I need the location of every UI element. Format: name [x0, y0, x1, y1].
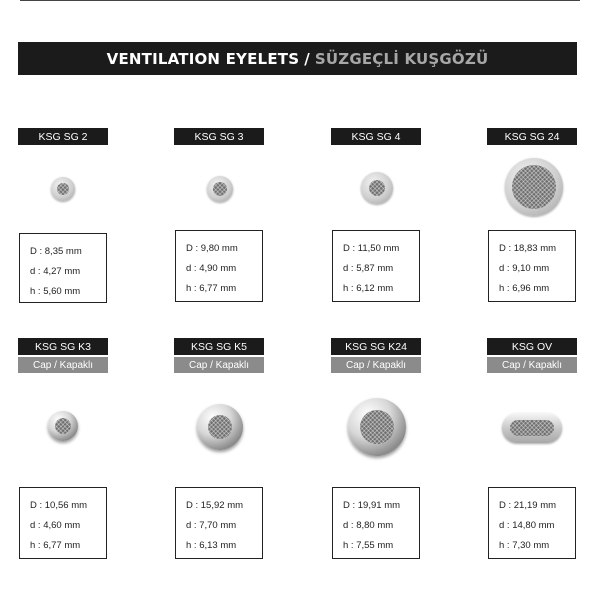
dim-outer-diameter: D : 8,35 mm: [30, 246, 82, 257]
dim-height: h : 7,55 mm: [343, 540, 394, 551]
product-card-ksg-sg-2: [18, 128, 108, 145]
dim-height: h : 6,13 mm: [186, 540, 237, 551]
eyelet-image-ksg-sg-2: [51, 177, 75, 201]
cap-label: Cap / Kapaklı: [18, 357, 108, 373]
product-card-ksg-sg-k5: [174, 338, 264, 373]
product-card-ksg-sg-3: [174, 128, 264, 145]
mesh-icon: [512, 165, 556, 209]
dim-outer-diameter: D : 21,19 mm: [499, 500, 557, 511]
eyelet-image-ksg-sg-24: [505, 158, 563, 216]
dim-inner-diameter: d : 14,80 mm: [499, 520, 555, 531]
mesh-icon: [510, 420, 554, 436]
dim-height: h : 6,96 mm: [499, 283, 550, 294]
dim-height: h : 5,60 mm: [30, 286, 81, 297]
banner-separator: /: [304, 49, 310, 68]
eyelet-image-ksg-sg-3: [207, 176, 233, 202]
page-banner: [18, 42, 577, 75]
banner-title-en: VENTILATION EYELETS: [106, 49, 300, 68]
eyelet-image-ksg-ov: [502, 413, 562, 443]
dim-inner-diameter: d : 8,80 mm: [343, 520, 394, 531]
banner-title-tr: SÜZGEÇLİ KUŞGÖZÜ: [314, 49, 489, 68]
cap-label: Cap / Kapaklı: [487, 357, 577, 373]
top-divider: [20, 0, 580, 1]
dim-height: h : 7,30 mm: [499, 540, 550, 551]
eyelet-image-ksg-sg-4: [361, 172, 393, 204]
mesh-icon: [57, 183, 69, 195]
cap-label: Cap / Kapaklı: [174, 357, 264, 373]
product-code: KSG SG 3: [174, 128, 264, 145]
eyelet-image-ksg-sg-k5: [197, 404, 243, 450]
dim-inner-diameter: d : 4,27 mm: [30, 266, 81, 277]
dimensions-box-ksg-sg-2: [19, 233, 107, 303]
mesh-icon: [55, 418, 71, 434]
product-card-ksg-sg-k3: [18, 338, 108, 373]
product-code: KSG OV: [487, 338, 577, 355]
dim-outer-diameter: D : 15,92 mm: [186, 500, 244, 511]
dimensions-box-ksg-ov: [488, 487, 576, 559]
mesh-icon: [208, 415, 232, 439]
dim-outer-diameter: D : 19,91 mm: [343, 500, 401, 511]
eyelet-image-ksg-sg-k24: [348, 398, 406, 456]
product-card-ksg-ov: [487, 338, 577, 373]
dim-inner-diameter: d : 4,90 mm: [186, 263, 237, 274]
dim-inner-diameter: d : 7,70 mm: [186, 520, 237, 531]
dimensions-box-ksg-sg-24: [488, 230, 576, 302]
product-card-ksg-sg-24: [487, 128, 577, 145]
product-code: KSG SG 2: [18, 128, 108, 145]
dim-outer-diameter: D : 18,83 mm: [499, 243, 557, 254]
product-card-ksg-sg-4: [331, 128, 421, 145]
product-code: KSG SG K5: [174, 338, 264, 355]
mesh-icon: [213, 182, 227, 196]
dim-inner-diameter: d : 4,60 mm: [30, 520, 81, 531]
cap-label: Cap / Kapaklı: [331, 357, 421, 373]
dim-height: h : 6,12 mm: [343, 283, 394, 294]
dimensions-box-ksg-sg-k24: [332, 487, 420, 559]
dim-outer-diameter: D : 11,50 mm: [343, 243, 400, 254]
mesh-icon: [369, 180, 385, 196]
dim-outer-diameter: D : 10,56 mm: [30, 500, 88, 511]
product-card-ksg-sg-k24: [331, 338, 421, 373]
dim-inner-diameter: d : 9,10 mm: [499, 263, 550, 274]
mesh-icon: [360, 410, 394, 444]
product-code: KSG SG 4: [331, 128, 421, 145]
dim-inner-diameter: d : 5,87 mm: [343, 263, 394, 274]
dim-height: h : 6,77 mm: [30, 540, 81, 551]
product-code: KSG SG K24: [331, 338, 421, 355]
dimensions-box-ksg-sg-k5: [175, 487, 263, 559]
dimensions-box-ksg-sg-k3: [19, 487, 107, 559]
product-code: KSG SG 24: [487, 128, 577, 145]
dimensions-box-ksg-sg-3: [175, 230, 263, 302]
dimensions-box-ksg-sg-4: [332, 230, 420, 302]
dim-height: h : 6,77 mm: [186, 283, 237, 294]
product-code: KSG SG K3: [18, 338, 108, 355]
dim-outer-diameter: D : 9,80 mm: [186, 243, 238, 254]
eyelet-image-ksg-sg-k3: [48, 411, 78, 441]
